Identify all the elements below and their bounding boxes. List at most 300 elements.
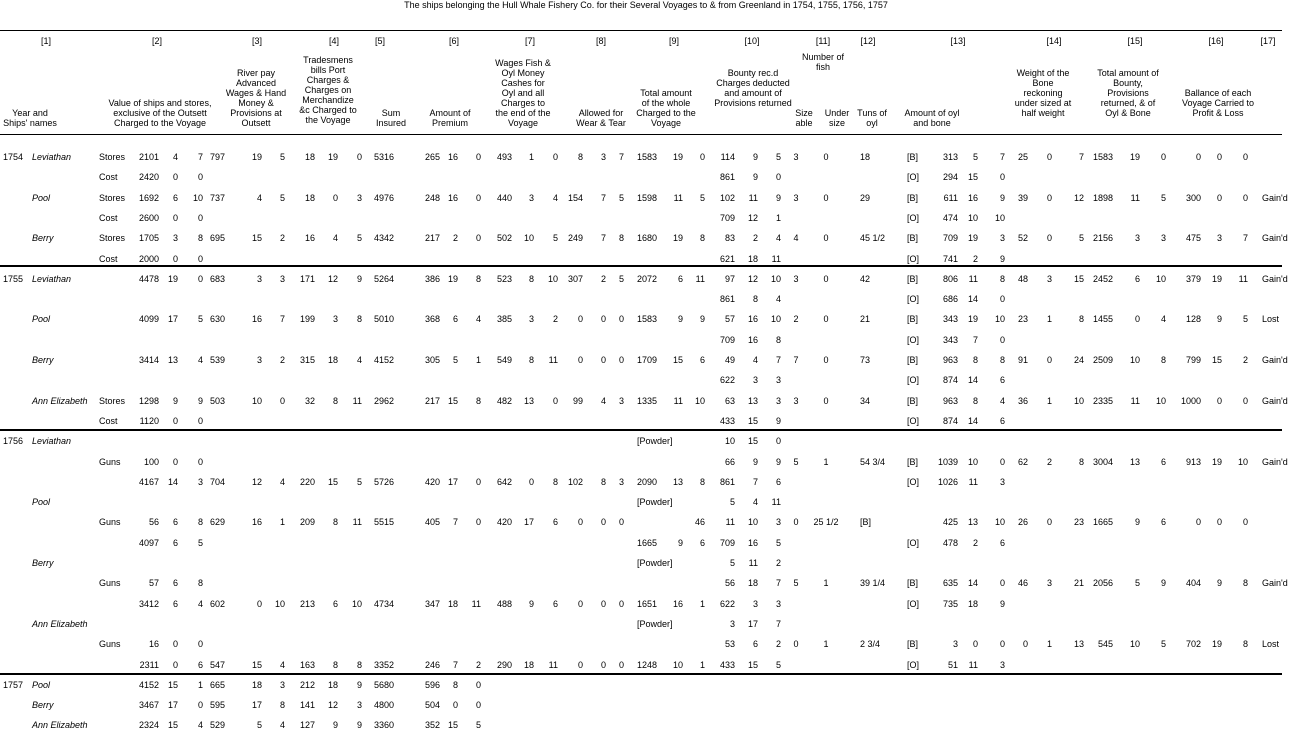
cell-ballance-shillings: 0: [1216, 193, 1222, 203]
cell-tradesmen-shillings: 18: [327, 680, 338, 690]
cell-oyl-bone-shillings: 15: [967, 172, 978, 182]
cell-fish-sizeable: 3: [793, 193, 799, 203]
cell-total-bounty-pounds: 1455: [1092, 314, 1113, 324]
cell-value-shillings: 3: [172, 233, 178, 243]
cell-fish-sizeable: 2: [793, 314, 799, 324]
cell-oyl-bone-pence: 0: [999, 578, 1005, 588]
cell-year: 1756: [3, 436, 24, 446]
cell-oyl-bone-code: [B]: [907, 355, 919, 365]
cell-wages-pounds: 523: [496, 274, 512, 284]
cell-total-bounty-shillings: 10: [1129, 355, 1140, 365]
cell-wear-pence: 7: [618, 152, 624, 162]
cell-kind: Guns: [99, 639, 121, 649]
cell-total-bounty-shillings: 6: [1134, 274, 1140, 284]
cell-oyl-bone-pence: 4: [999, 396, 1005, 406]
cell-wages-pence: 11: [548, 355, 558, 365]
cell-oyl-bone-pounds: 425: [942, 517, 958, 527]
cell-oyl-bone-pence: 6: [999, 538, 1005, 548]
cell-wages-shillings: 0: [528, 477, 534, 487]
cell-total-shillings: 9: [677, 314, 683, 324]
cell-bounty-shillings: 9: [752, 457, 758, 467]
cell-oyl-bone-pence: 10: [994, 213, 1005, 223]
cell-ballance-pounds: 300: [1185, 193, 1201, 203]
cell-bone-weight-a: 0: [1022, 639, 1028, 649]
cell-bone-weight-c: 8: [1078, 314, 1084, 324]
cell-river-pay-pounds: 797: [209, 152, 225, 162]
cell-river-pay-pounds: 602: [209, 599, 225, 609]
cell-fish-undersize: 0: [823, 193, 829, 203]
cell-total-pence: 6: [699, 538, 705, 548]
cell-total-pence: 0: [699, 152, 705, 162]
cell-tradesmen-pence: 0: [356, 152, 362, 162]
cell-wear-pence: 3: [618, 396, 624, 406]
cell-bounty-pence: 10: [770, 274, 781, 284]
cell-wages-shillings: 1: [528, 152, 534, 162]
cell-bone-weight-c: 21: [1073, 578, 1084, 588]
cell-premium-shillings: 15: [447, 720, 458, 730]
cell-value-pence: 4: [197, 355, 203, 365]
cell-oyl-bone-pounds: 963: [942, 396, 958, 406]
cell-premium-pence: 0: [475, 700, 481, 710]
cell-ship-name: Pool: [32, 680, 51, 690]
cell-bounty-pence: 0: [775, 172, 781, 182]
cell-premium-pence: 11: [471, 599, 481, 609]
cell-kind: Cost: [99, 416, 118, 426]
cell-tuns-oyl: 45 1/2: [860, 233, 886, 243]
cell-ballance-pounds: 0: [1195, 517, 1201, 527]
cell-total-pounds: 1709: [637, 355, 658, 365]
cell-value-pence: 7: [197, 152, 203, 162]
cell-oyl-bone-code: [O]: [907, 294, 920, 304]
cell-bone-weight-b: 3: [1046, 578, 1052, 588]
cell-wages-pounds: 385: [496, 314, 512, 324]
cell-bone-weight-a: 52: [1017, 233, 1028, 243]
cell-ballance-pence: 2: [1242, 355, 1248, 365]
cell-total-pounds: [Powder]: [637, 558, 673, 568]
cell-oyl-bone-shillings: 14: [967, 416, 978, 426]
cell-river-pay-pence: 8: [279, 700, 285, 710]
cell-oyl-bone-pounds: 474: [942, 213, 958, 223]
cell-wear-pence: 3: [618, 477, 624, 487]
cell-bounty-pounds: 433: [719, 660, 735, 670]
cell-bone-weight-a: 46: [1017, 578, 1028, 588]
cell-river-pay-pounds: 503: [209, 396, 225, 406]
cell-total-bounty-pence: 10: [1155, 274, 1166, 284]
cell-premium-pounds: 305: [424, 355, 440, 365]
cell-bounty-pence: 7: [775, 619, 781, 629]
cell-river-pay-pence: 3: [279, 680, 285, 690]
cell-tradesmen-pence: 8: [356, 314, 362, 324]
cell-river-pay-pence: 10: [274, 599, 285, 609]
header-bone-weight: Weight of the Bone reckoning under sized at half weight: [1014, 68, 1072, 118]
cell-oyl-bone-pounds: 313: [942, 152, 958, 162]
cell-wages-pence: 4: [552, 193, 558, 203]
cell-bone-weight-a: 25: [1017, 152, 1028, 162]
cell-river-pay-shillings: 5: [256, 720, 262, 730]
cell-oyl-bone-pence: 9: [999, 193, 1005, 203]
cell-year: 1757: [3, 680, 24, 690]
cell-total-pounds: 1248: [637, 660, 658, 670]
cell-value-pounds: 3467: [138, 700, 159, 710]
cell-total-shillings: 10: [672, 660, 683, 670]
cell-ship-name: Berry: [32, 700, 54, 710]
column-number: [12]: [860, 36, 876, 46]
cell-bounty-pounds: 97: [724, 274, 735, 284]
cell-oyl-bone-pounds: 874: [942, 375, 958, 385]
cell-bounty-pence: 3: [775, 396, 781, 406]
cell-wages-pounds: 493: [496, 152, 512, 162]
column-number: [10]: [744, 36, 760, 46]
cell-wear-pounds: 8: [577, 152, 583, 162]
cell-value-shillings: 6: [172, 517, 178, 527]
cell-wear-pounds: 102: [567, 477, 583, 487]
cell-bounty-pence: 11: [771, 254, 781, 264]
cell-premium-shillings: 5: [452, 355, 458, 365]
cell-value-pence: 3: [197, 477, 203, 487]
cell-value-pounds: 4097: [138, 538, 159, 548]
cell-value-pounds: 2101: [138, 152, 159, 162]
cell-ship-name: Berry: [32, 558, 54, 568]
cell-ship-name: Pool: [32, 314, 51, 324]
cell-oyl-bone-pence: 0: [999, 639, 1005, 649]
cell-tradesmen-pounds: 199: [299, 314, 315, 324]
cell-ship-name: Leviathan: [32, 152, 72, 162]
cell-bounty-pence: 9: [775, 457, 781, 467]
cell-total-bounty-shillings: 0: [1134, 314, 1140, 324]
cell-result: Gain'd: [1262, 355, 1288, 365]
cell-bounty-pence: 7: [775, 578, 781, 588]
cell-total-bounty-pounds: 545: [1097, 639, 1113, 649]
header-sum-insured: Sum Insured: [375, 108, 407, 128]
cell-premium-pence: 8: [475, 274, 481, 284]
cell-total-bounty-shillings: 11: [1130, 396, 1140, 406]
cell-tradesmen-pence: 4: [356, 355, 362, 365]
cell-fish-sizeable: 7: [793, 355, 799, 365]
cell-value-shillings: 0: [172, 457, 178, 467]
cell-sum-insured: 5316: [373, 152, 394, 162]
cell-wear-pence: 0: [618, 599, 624, 609]
cell-bounty-pence: 11: [771, 497, 781, 507]
cell-oyl-bone-code: [O]: [907, 538, 920, 548]
header-tradesmens-bills: Tradesmens bills Port Charges & Charges on Merchandize &c Charged to the Voyage: [299, 55, 357, 125]
cell-bounty-pence: 9: [775, 193, 781, 203]
column-number: [1]: [40, 36, 52, 46]
cell-tradesmen-pounds: 16: [304, 233, 315, 243]
cell-tradesmen-pounds: 18: [304, 152, 315, 162]
cell-ballance-pounds: 1000: [1180, 396, 1201, 406]
cell-result: Lost: [1262, 639, 1280, 649]
cell-oyl-bone-shillings: 2: [972, 254, 978, 264]
cell-tradesmen-shillings: 18: [327, 355, 338, 365]
cell-total-pounds: 1651: [637, 599, 658, 609]
cell-wages-pence: 5: [552, 233, 558, 243]
cell-sum-insured: 3352: [373, 660, 394, 670]
cell-fish-sizeable: 3: [793, 396, 799, 406]
cell-total-bounty-shillings: 11: [1130, 193, 1140, 203]
cell-river-pay-shillings: 4: [256, 193, 262, 203]
header-top-rule: [0, 30, 1282, 31]
cell-oyl-bone-pounds: 741: [942, 254, 958, 264]
cell-bounty-pounds: 622: [719, 599, 735, 609]
column-number: [4]: [328, 36, 340, 46]
cell-value-shillings: 0: [172, 660, 178, 670]
cell-value-shillings: 14: [167, 477, 178, 487]
cell-value-pounds: 3414: [138, 355, 159, 365]
cell-premium-pence: 0: [475, 193, 481, 203]
cell-value-pence: 0: [197, 213, 203, 223]
cell-total-shillings: 15: [672, 355, 683, 365]
cell-bounty-pounds: 5: [729, 558, 735, 568]
cell-oyl-bone-shillings: 14: [967, 294, 978, 304]
cell-value-pence: 0: [197, 700, 203, 710]
cell-premium-pounds: 386: [424, 274, 440, 284]
cell-oyl-bone-pounds: 343: [942, 314, 958, 324]
cell-bounty-shillings: 18: [747, 578, 758, 588]
cell-wages-shillings: 8: [528, 274, 534, 284]
cell-tradesmen-shillings: 8: [332, 517, 338, 527]
cell-fish-undersize: 0: [823, 355, 829, 365]
cell-value-pence: 0: [197, 416, 203, 426]
cell-value-pence: 0: [197, 639, 203, 649]
column-number: [14]: [1046, 36, 1062, 46]
cell-bone-weight-c: 13: [1073, 639, 1084, 649]
cell-wear-pence: 0: [618, 517, 624, 527]
cell-total-pounds: 1665: [637, 538, 658, 548]
cell-ballance-pounds: 404: [1185, 578, 1201, 588]
cell-value-pounds: 2000: [138, 254, 159, 264]
cell-tradesmen-pence: 3: [356, 700, 362, 710]
cell-wages-shillings: 17: [523, 517, 534, 527]
cell-total-bounty-pence: 5: [1160, 639, 1166, 649]
cell-bounty-pounds: 57: [724, 314, 735, 324]
cell-premium-pence: 0: [475, 233, 481, 243]
header-value-ships: Value of ships and stores, exclusive of the Outsett Charged to the Voyage: [108, 98, 212, 128]
cell-bounty-shillings: 18: [747, 254, 758, 264]
cell-kind: Guns: [99, 517, 121, 527]
cell-total-pounds: 2072: [637, 274, 658, 284]
cell-sum-insured: 4342: [373, 233, 394, 243]
cell-wear-shillings: 0: [600, 599, 606, 609]
cell-river-pay-pence: 7: [279, 314, 285, 324]
cell-ballance-shillings: 19: [1211, 457, 1222, 467]
cell-value-pence: 8: [197, 517, 203, 527]
cell-ship-name: Leviathan: [32, 274, 72, 284]
cell-river-pay-shillings: 17: [251, 700, 262, 710]
cell-tradesmen-shillings: 15: [327, 477, 338, 487]
cell-premium-shillings: 17: [447, 477, 458, 487]
cell-bounty-shillings: 3: [752, 375, 758, 385]
cell-wages-shillings: 3: [528, 314, 534, 324]
cell-bounty-pounds: 861: [719, 172, 735, 182]
column-number: [7]: [524, 36, 536, 46]
cell-tradesmen-pence: 8: [356, 660, 362, 670]
cell-oyl-bone-shillings: 2: [972, 538, 978, 548]
cell-wear-pounds: 0: [577, 355, 583, 365]
cell-oyl-bone-shillings: 14: [967, 375, 978, 385]
cell-value-pounds: 2600: [138, 213, 159, 223]
header-premium: Amount of Premium: [429, 108, 471, 128]
cell-oyl-bone-pence: 0: [999, 457, 1005, 467]
cell-tuns-oyl: 18: [860, 152, 871, 162]
cell-bounty-shillings: 13: [747, 396, 758, 406]
cell-premium-pounds: 352: [424, 720, 440, 730]
cell-total-pence: 9: [699, 314, 705, 324]
cell-river-pay-shillings: 16: [251, 517, 262, 527]
header-year-ships: Year and Ships' names: [3, 108, 57, 128]
cell-total-shillings: 16: [672, 599, 683, 609]
cell-wages-pence: 0: [552, 396, 558, 406]
cell-oyl-bone-code: [B]: [907, 457, 919, 467]
cell-result: Gain'd: [1262, 396, 1288, 406]
cell-bounty-pence: 0: [775, 436, 781, 446]
header-total-charged: Total amount of the whole Charged to the Voyage: [636, 88, 696, 128]
column-number: [8]: [595, 36, 607, 46]
cell-wear-pounds: 0: [577, 660, 583, 670]
cell-oyl-bone-shillings: 11: [968, 660, 978, 670]
cell-bone-weight-c: 10: [1073, 396, 1084, 406]
cell-total-pence: 5: [699, 193, 705, 203]
cell-river-pay-shillings: 15: [251, 660, 262, 670]
cell-premium-pounds: 405: [424, 517, 440, 527]
cell-wages-pounds: 549: [496, 355, 512, 365]
cell-value-pounds: 1705: [138, 233, 159, 243]
column-number: [11]: [815, 36, 831, 46]
cell-value-shillings: 17: [167, 314, 178, 324]
cell-tuns-oyl: 39 1/4: [860, 578, 886, 588]
cell-premium-pence: 4: [475, 314, 481, 324]
cell-value-pence: 9: [197, 396, 203, 406]
cell-total-bounty-pence: 10: [1155, 396, 1166, 406]
cell-value-shillings: 6: [172, 599, 178, 609]
cell-sum-insured: 5515: [373, 517, 394, 527]
year-divider-1757: [0, 673, 1282, 675]
cell-river-pay-pounds: 629: [209, 517, 225, 527]
cell-oyl-bone-code: [B]: [907, 193, 919, 203]
cell-wear-pounds: 154: [567, 193, 583, 203]
cell-wages-pence: 10: [547, 274, 558, 284]
cell-fish-undersize: 1: [823, 578, 829, 588]
cell-bounty-pence: 3: [775, 599, 781, 609]
cell-tuns-oyl: 73: [860, 355, 871, 365]
cell-oyl-bone-pounds: 735: [942, 599, 958, 609]
cell-ballance-pounds: 128: [1185, 314, 1201, 324]
cell-value-pence: 0: [197, 254, 203, 264]
cell-bounty-pence: 3: [775, 375, 781, 385]
cell-oyl-bone-shillings: 18: [967, 599, 978, 609]
cell-oyl-bone-pence: 8: [999, 355, 1005, 365]
cell-river-pay-pence: 1: [279, 517, 285, 527]
cell-ballance-pence: 0: [1242, 517, 1248, 527]
cell-premium-pence: 0: [475, 517, 481, 527]
cell-oyl-bone-shillings: 14: [967, 578, 978, 588]
cell-river-pay-pence: 2: [279, 233, 285, 243]
cell-oyl-bone-pounds: 3: [952, 639, 958, 649]
cell-premium-pence: 0: [475, 477, 481, 487]
cell-ship-name: Ann Elizabeth: [32, 720, 88, 730]
cell-oyl-bone-code: [O]: [907, 416, 920, 426]
cell-total-bounty-pence: 8: [1160, 355, 1166, 365]
cell-river-pay-pounds: 665: [209, 680, 225, 690]
cell-kind: Stores: [99, 193, 126, 203]
cell-bounty-shillings: 8: [752, 294, 758, 304]
cell-wages-shillings: 18: [523, 660, 534, 670]
cell-bone-weight-a: 62: [1017, 457, 1028, 467]
cell-ballance-pounds: 702: [1185, 639, 1201, 649]
cell-tradesmen-pence: 5: [356, 233, 362, 243]
cell-sum-insured: 3360: [373, 720, 394, 730]
cell-tuns-oyl: 42: [860, 274, 871, 284]
cell-bone-weight-b: 0: [1046, 152, 1052, 162]
cell-tradesmen-shillings: 9: [332, 720, 338, 730]
cell-wear-shillings: 3: [600, 152, 606, 162]
cell-river-pay-pence: 4: [279, 660, 285, 670]
cell-bounty-pounds: 861: [719, 477, 735, 487]
cell-bounty-pounds: 709: [719, 335, 735, 345]
cell-oyl-bone-pounds: 635: [942, 578, 958, 588]
column-number: [16]: [1208, 36, 1224, 46]
cell-premium-pounds: 420: [424, 477, 440, 487]
cell-wages-pence: 2: [552, 314, 558, 324]
cell-value-pence: 0: [197, 172, 203, 182]
cell-bone-weight-b: 0: [1046, 517, 1052, 527]
cell-tradesmen-pounds: 18: [304, 193, 315, 203]
cell-result: Gain'd: [1262, 578, 1288, 588]
cell-tradesmen-pence: 9: [356, 680, 362, 690]
cell-total-pence: 11: [695, 274, 705, 284]
cell-premium-pounds: 347: [424, 599, 440, 609]
header-tuns-oyl: Tuns of oyl: [857, 108, 887, 128]
cell-ship-name: Leviathan: [32, 436, 72, 446]
cell-value-shillings: 19: [167, 274, 178, 284]
cell-total-pounds: 1680: [637, 233, 658, 243]
cell-wear-pounds: 307: [567, 274, 583, 284]
cell-value-pence: 6: [197, 660, 203, 670]
cell-oyl-bone-code: [B]: [907, 396, 919, 406]
cell-river-pay-shillings: 12: [251, 477, 262, 487]
cell-wages-pence: 0: [552, 152, 558, 162]
cell-premium-pounds: 596: [424, 680, 440, 690]
column-number: [13]: [950, 36, 966, 46]
cell-bounty-shillings: 6: [752, 639, 758, 649]
cell-total-bounty-pounds: 2056: [1092, 578, 1113, 588]
cell-value-pence: 0: [197, 457, 203, 467]
cell-bounty-shillings: 7: [752, 477, 758, 487]
cell-ballance-pounds: 379: [1185, 274, 1201, 284]
cell-bounty-shillings: 12: [747, 274, 758, 284]
header-bounty: Bounty rec.d Charges deducted and amount of Provisions returned: [714, 68, 792, 108]
cell-bounty-pounds: 433: [719, 416, 735, 426]
cell-wear-pence: 8: [618, 233, 624, 243]
header-total-bounty: Total amount of Bounty, Provisions returned, & of Oyl & Bone: [1097, 68, 1159, 118]
cell-total-pounds: [Powder]: [637, 619, 673, 629]
cell-value-pounds: 2311: [139, 660, 159, 670]
cell-ballance-pounds: 475: [1185, 233, 1201, 243]
cell-bone-weight-b: 0: [1046, 193, 1052, 203]
cell-total-bounty-shillings: 5: [1134, 578, 1140, 588]
cell-river-pay-pence: 2: [279, 355, 285, 365]
cell-bounty-pence: 3: [775, 517, 781, 527]
cell-oyl-bone-code: [B]: [907, 152, 919, 162]
page-title: The ships belonging the Hull Whale Fishery Co. for their Several Voyages to & from Greenland in 1754, 1755, 1756, 1757: [404, 0, 888, 10]
cell-oyl-bone-code: [O]: [907, 660, 920, 670]
cell-value-pounds: 1120: [139, 416, 159, 426]
cell-tradesmen-pence: 11: [352, 396, 362, 406]
cell-fish-undersize: 0: [823, 314, 829, 324]
cell-result: Gain'd: [1262, 457, 1288, 467]
cell-fish-undersize: 1: [823, 639, 829, 649]
cell-bounty-pence: 5: [775, 538, 781, 548]
cell-bounty-shillings: 10: [747, 517, 758, 527]
